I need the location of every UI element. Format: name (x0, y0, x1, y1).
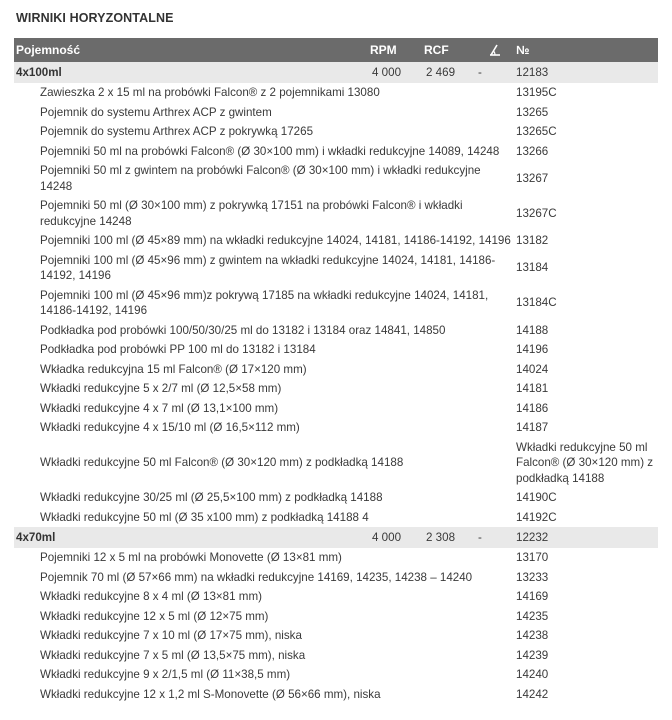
table-row (14, 548, 658, 568)
table-row (14, 587, 658, 607)
group-row (14, 527, 658, 548)
item-description: Wkładki redukcyjne 4 x 15/10 ml (Ø 16,5×112 mm) (40, 421, 300, 434)
table-row (14, 231, 658, 251)
angle-icon (488, 43, 502, 57)
table-row (14, 251, 658, 286)
item-description: Pojemniki 100 ml (Ø 45×96 mm) z gwintem na wkładki redukcyjne 14024, 14181, 14186-14192, 14196 (40, 253, 496, 282)
item-part-number: 13233 (516, 570, 549, 584)
item-part-number: 14181 (516, 382, 549, 395)
item-part-number: 13184 (516, 261, 549, 275)
table-row (14, 122, 658, 142)
item-part-number: 14024 (516, 362, 549, 376)
table-row (14, 418, 658, 438)
item-part-number: 14239 (516, 648, 549, 662)
table-row (14, 379, 658, 399)
item-description: Wkładki redukcyjne 30/25 ml (Ø 25,5×100 mm) z podkładką 14188 (40, 491, 383, 504)
table-row (14, 142, 658, 162)
group-name: 4x70ml (14, 527, 368, 548)
header-number: № (512, 38, 658, 62)
item-description: Pojemnik do systemu Arthrex ACP z pokrywką 17265 (40, 125, 314, 138)
group-number: 12232 (512, 527, 658, 548)
table-row (14, 508, 658, 528)
table-row (14, 83, 658, 103)
item-description: Wkładki redukcyjne 9 x 2/1,5 ml (Ø 11×38,5 mm) (40, 668, 291, 681)
table-row (14, 196, 658, 231)
group-rcf: 2 308 (422, 527, 476, 548)
item-part-number: 13184C (516, 296, 557, 310)
item-part-number: 13170 (516, 551, 549, 564)
item-description: Pojemniki 12 x 5 ml na probówki Monovette (Ø 13×81 mm) (40, 551, 342, 564)
item-description: Pojemniki 50 ml z gwintem na probówki Falcon® (Ø 30×100 mm) i wkładki redukcyjne 14248 (40, 164, 481, 193)
item-part-number: 14190C (516, 491, 557, 504)
item-description: Pojemniki 50 ml na probówki Falcon® (Ø 30×100 mm) i wkładki redukcyjne 14089, 14248 (40, 144, 500, 158)
table-row (14, 626, 658, 646)
table-row (14, 568, 658, 588)
item-part-number: 14240 (516, 668, 549, 681)
table-row (14, 438, 658, 489)
item-part-number: 14238 (516, 629, 549, 642)
item-part-number: 14187 (516, 421, 549, 434)
header-angle (476, 38, 512, 62)
rotor-table (14, 38, 658, 704)
table-row (14, 665, 658, 685)
item-description: Wkładki redukcyjne 12 x 1,2 ml S-Monovette (Ø 56×66 mm), niska (40, 687, 381, 701)
group-number: 12183 (512, 62, 658, 83)
table-row (14, 340, 658, 360)
group-angle: - (476, 62, 512, 83)
item-description: Podkładka pod probówki PP 100 ml do 13182 i 13184 (40, 343, 316, 356)
table-row (14, 488, 658, 508)
group-rpm: 4 000 (368, 527, 422, 548)
item-description: Wkładki redukcyjne 7 x 10 ml (Ø 17×75 mm), niska (40, 629, 302, 642)
table-header-row (14, 38, 658, 62)
table-row (14, 321, 658, 341)
item-part-number: 14169 (516, 590, 549, 603)
table-row (14, 399, 658, 419)
item-description: Zawieszka 2 x 15 ml na probówki Falcon® z 2 pojemnikami 13080 (40, 86, 380, 99)
table-row (14, 685, 658, 705)
item-description: Wkładki redukcyjne 50 ml Falcon® (Ø 30×120 mm) z podkładką 14188 (40, 456, 404, 469)
header-capacity: Pojemność (14, 38, 368, 62)
item-part-number: Wkładki redukcyjne 50 ml Falcon® (Ø 30×120 mm) z podkładką 14188 (516, 440, 654, 485)
item-part-number: 14192C (516, 510, 557, 524)
group-name: 4x100ml (14, 62, 368, 83)
item-description: Wkładki redukcyjne 5 x 2/7 ml (Ø 12,5×58 mm) (40, 382, 282, 395)
item-part-number: 14235 (516, 609, 549, 623)
item-part-number: 14196 (516, 343, 549, 356)
group-rpm: 4 000 (368, 62, 422, 83)
page-title: WIRNIKI HORYZONTALNE (16, 11, 174, 25)
item-part-number: 13265C (516, 125, 557, 138)
header-rcf: RCF (422, 38, 476, 62)
table-row (14, 607, 658, 627)
item-description: Wkładki redukcyjne 7 x 5 ml (Ø 13,5×75 mm), niska (40, 648, 306, 662)
item-part-number: 13182 (516, 234, 549, 247)
table-row (14, 103, 658, 123)
item-part-number: 13267C (516, 206, 557, 220)
table-row (14, 286, 658, 321)
item-description: Pojemnik 70 ml (Ø 57×66 mm) na wkładki redukcyjne 14169, 14235, 14238 – 14240 (40, 570, 473, 584)
item-part-number: 14186 (516, 401, 549, 415)
item-description: Wkładki redukcyjne 4 x 7 ml (Ø 13,1×100 mm) (40, 401, 279, 415)
item-part-number: 13267 (516, 171, 549, 185)
table-row (14, 646, 658, 666)
item-description: Pojemnik do systemu Arthrex ACP z gwintem (40, 105, 272, 119)
item-part-number: 13195C (516, 86, 557, 99)
item-part-number: 13266 (516, 144, 549, 158)
table-row (14, 360, 658, 380)
group-angle: - (476, 527, 512, 548)
item-description: Wkładki redukcyjne 8 x 4 ml (Ø 13×81 mm) (40, 590, 262, 603)
group-row (14, 62, 658, 83)
cropped-text-fragment (0, 0, 672, 6)
group-rcf: 2 469 (422, 62, 476, 83)
item-description: Pojemniki 100 ml (Ø 45×89 mm) na wkładki redukcyjne 14024, 14181, 14186-14192, 14196 (40, 234, 511, 247)
item-description: Wkładki redukcyjne 50 ml (Ø 35 x100 mm) z podkładką 14188 4 (40, 510, 369, 524)
item-description: Pojemniki 50 ml (Ø 30×100 mm) z pokrywką 17151 na probówki Falcon® i wkładki redukcyjne 14248 (40, 199, 463, 228)
item-part-number: 14188 (516, 323, 549, 337)
item-description: Pojemniki 100 ml (Ø 45×96 mm)z pokrywą 17185 na wkładki redukcyjne 14024, 14181, 14186-14192, 14196 (40, 288, 489, 317)
table-row (14, 161, 658, 196)
item-part-number: 14242 (516, 687, 549, 701)
item-description: Podkładka pod probówki 100/50/30/25 ml do 13182 i 13184 oraz 14841, 14850 (40, 323, 446, 337)
item-description: Wkładka redukcyjna 15 ml Falcon® (Ø 17×120 mm) (40, 362, 307, 376)
item-description: Wkładki redukcyjne 12 x 5 ml (Ø 12×75 mm) (40, 609, 269, 623)
item-part-number: 13265 (516, 105, 549, 119)
header-rpm: RPM (368, 38, 422, 62)
